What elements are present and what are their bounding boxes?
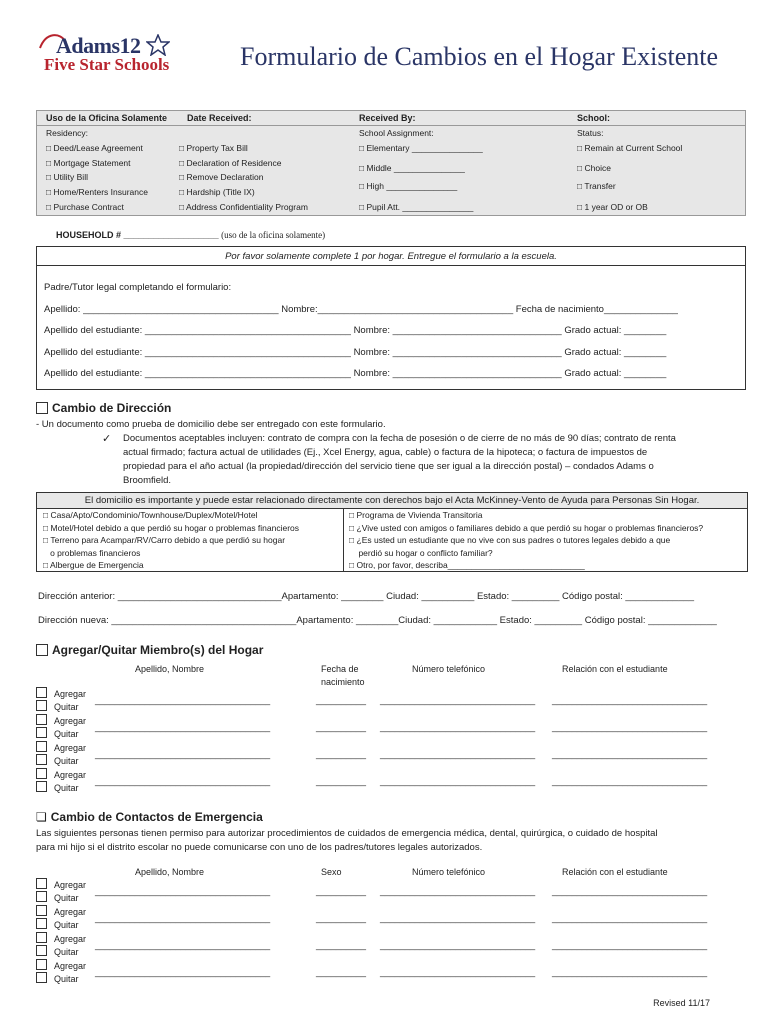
emergency-relation-field[interactable]: _______________________________ [552,913,708,923]
office-checkbox[interactable]: □ Pupil Att. _______________ [359,202,474,212]
remove-label: Quitar [54,893,79,903]
mckinney-vento-heading: El domicilio es importante y puede estar relacionado directamente con derechos bajo el Acta McKinney-Vento de Ayuda para Personas Sin Hogar. [37,493,747,509]
guardian-box [36,246,746,390]
add-label: Agregar [54,880,87,890]
guardian-intro: Padre/Tutor legal completando el formulario: [44,282,232,293]
emergency-name-field[interactable]: ___________________________________ [95,940,271,950]
remove-checkbox[interactable] [36,754,47,765]
address-change-checkbox[interactable] [36,402,48,414]
member-relation-field[interactable]: _______________________________ [552,749,708,759]
member-dob-field[interactable]: __________ [316,695,367,705]
add-label: Agregar [54,743,87,753]
remove-checkbox[interactable] [36,700,47,711]
mk-option[interactable]: □ Terreno para Acampar/RV/Carro debido a que perdió su hogar [43,535,286,545]
member-name-field[interactable]: ___________________________________ [95,776,271,786]
emergency-phone-field[interactable]: _______________________________ [380,967,536,977]
revised-date: Revised 11/17 [653,998,710,1008]
office-checkbox[interactable]: □ Deed/Lease Agreement [46,143,143,153]
remove-label: Quitar [54,729,79,739]
col-name-header: Apellido, Nombre [135,664,205,674]
mk-left-options [43,509,299,572]
student-row[interactable]: Apellido del estudiante: _______________________________________ Nombre: ________________________________ Grado actual: ________ [44,347,667,358]
emergency-phone-field[interactable]: _______________________________ [380,940,536,950]
date-received-label: Date Received: [187,113,252,123]
remove-checkbox[interactable] [36,945,47,956]
member-phone-field[interactable]: _______________________________ [380,749,536,759]
emergency-name-field[interactable]: ___________________________________ [95,913,271,923]
emergency-checkbox-icon[interactable]: ❏ [36,810,47,824]
address-proof-note: - Un documento como prueba de domicilio debe ser entregado con este formulario. [36,419,386,430]
office-checkbox[interactable]: □ High _______________ [359,181,458,191]
member-relation-field[interactable]: _______________________________ [552,695,708,705]
mk-option[interactable]: □ Programa de Vivienda Transitoria [349,510,483,520]
emergency-phone-field[interactable]: _______________________________ [380,886,536,896]
emergency-text-2: para mi hijo si el distrito escolar no puede comunicarse con uno de los padres/tutores legales autorizados. [36,842,483,853]
emergency-relation-field[interactable]: _______________________________ [552,967,708,977]
emergency-title: Cambio de Contactos de Emergencia [50,810,263,824]
office-use-heading: Uso de la Oficina Solamente [46,113,168,123]
emergency-heading [36,810,263,824]
remove-checkbox[interactable] [36,781,47,792]
doc-line: Broomfield. [123,475,172,486]
office-checkbox[interactable]: □ Hardship (Title IX) [179,187,255,197]
office-checkbox[interactable]: □ Elementary _______________ [359,143,483,153]
member-phone-field[interactable]: _______________________________ [380,722,536,732]
office-use-box [36,110,746,216]
em-col-sex-header: Sexo [321,867,342,877]
remove-label: Quitar [54,974,79,984]
logo-text-adams12: Adams12 [56,33,141,58]
emergency-dob-field[interactable]: __________ [316,967,367,977]
member-name-field[interactable]: ___________________________________ [95,695,271,705]
emergency-name-field[interactable]: ___________________________________ [95,886,271,896]
remove-checkbox[interactable] [36,891,47,902]
household-note: (uso de la oficina solamente) [221,230,326,240]
office-checkbox[interactable]: □ Remove Declaration [179,172,264,182]
mk-option: o problemas financieros [43,547,141,558]
office-checkbox[interactable]: □ Middle _______________ [359,163,465,173]
mk-option[interactable]: □ Otro, por favor, describa_____________________________ [349,560,585,570]
add-checkbox[interactable] [36,741,47,752]
office-checkbox[interactable]: □ Utility Bill [46,172,88,182]
member-phone-field[interactable]: _______________________________ [380,776,536,786]
remove-checkbox[interactable] [36,918,47,929]
star-logo-icon [146,34,170,56]
office-checkbox[interactable]: □ Transfer [577,181,616,191]
col-relation-header: Relación con el estudiante [562,664,668,674]
mckinney-vento-box [36,492,748,572]
mk-right-options [349,509,703,572]
doc-line: Documentos aceptables incluyen: contrato de compra con la fecha de posesión o de cierre de no más de 90 días; contrato de renta [123,433,676,444]
add-checkbox[interactable] [36,768,47,779]
member-dob-field[interactable]: __________ [316,776,367,786]
add-label: Agregar [54,770,87,780]
school-label: School: [577,113,610,123]
emergency-phone-field[interactable]: _______________________________ [380,913,536,923]
acceptable-docs [123,432,676,488]
student-row[interactable]: Apellido del estudiante: _______________________________________ Nombre: ________________________________ Grado actual: ________ [44,368,667,379]
em-col-phone-header: Número telefónico [412,867,486,877]
members-heading [36,643,263,657]
member-phone-field[interactable]: _______________________________ [380,695,536,705]
add-checkbox[interactable] [36,878,47,889]
col-dob-header-2: nacimiento [321,677,365,687]
address-change-heading [36,401,171,415]
add-label: Agregar [54,689,87,699]
emergency-dob-field[interactable]: __________ [316,886,367,896]
remove-label: Quitar [54,783,79,793]
remove-label: Quitar [54,947,79,957]
instructions-note: Por favor solamente complete 1 por hogar. Entregue el formulario a la escuela. [225,251,557,262]
remove-label: Quitar [54,756,79,766]
checkmark-icon: ✓ [102,433,112,445]
office-checkbox[interactable]: □ Address Confidentiality Program [179,202,308,212]
mk-option[interactable]: □ Motel/Hotel debido a que perdió su hogar o problemas financieros [43,522,300,533]
add-checkbox[interactable] [36,687,47,698]
office-checkbox[interactable]: □ Choice [577,163,611,173]
remove-label: Quitar [54,920,79,930]
member-relation-field[interactable]: _______________________________ [552,776,708,786]
student-row[interactable]: Apellido del estudiante: _______________________________________ Nombre: ________________________________ Grado actual: ________ [44,325,667,336]
remove-checkbox[interactable] [36,972,47,983]
add-label: Agregar [54,934,87,944]
household-number [56,230,325,240]
members-title: Agregar/Quitar Miembro(s) del Hogar [52,643,264,657]
office-checkbox[interactable]: □ Declaration of Residence [179,158,282,168]
doc-line: actual firmado; factura actual de utilidades (Ej., Xcel Energy, agua, cable) o factura de la hipoteca; o factura de impuestos de [123,447,648,458]
member-dob-field[interactable]: __________ [316,722,367,732]
school-assignment-label: School Assignment: [359,128,434,138]
mk-option[interactable]: □ Albergue de Emergencia [43,560,144,570]
residency-label: Residency: [46,128,89,138]
emergency-text-1: Las siguientes personas tienen permiso para autorizar procedimientos de cuidados de emergencia médica, dental, quirúrgica, o cuidado de hospital [36,828,658,839]
remove-checkbox[interactable] [36,727,47,738]
office-checkbox[interactable]: □ Remain at Current School [577,143,683,153]
add-label: Agregar [54,716,87,726]
address-change-title: Cambio de Dirección [52,401,172,415]
remove-label: Quitar [54,702,79,712]
add-checkbox[interactable] [36,959,47,970]
col-phone-header: Número telefónico [412,664,486,674]
mk-option: perdió su hogar o conflicto familiar? [349,547,493,558]
logo-text-fivestar: Five Star Schools [44,55,170,74]
mk-option[interactable]: □ ¿Es usted un estudiante que no vive con sus padres o tutores legales debido a que [349,535,671,545]
member-name-field[interactable]: ___________________________________ [95,749,271,759]
col-dob-header: Fecha de [321,664,359,674]
add-checkbox[interactable] [36,714,47,725]
emergency-dob-field[interactable]: __________ [316,940,367,950]
em-col-relation-header: Relación con el estudiante [562,867,668,877]
em-col-name-header: Apellido, Nombre [135,867,205,877]
add-label: Agregar [54,961,87,971]
mk-option[interactable]: □ ¿Vive usted con amigos o familiares debido a que perdió su hogar o problemas financieros? [349,522,704,533]
doc-line: propiedad para el año actual (la propiedad/dirección del servicio tiene que ser igual a la dirección postal) – condados Adams o [123,461,654,472]
members-checkbox[interactable] [36,644,48,656]
add-checkbox[interactable] [36,932,47,943]
emergency-relation-field[interactable]: _______________________________ [552,940,708,950]
member-dob-field[interactable]: __________ [316,749,367,759]
guardian-name-row[interactable]: Apellido: _____________________________________ Nombre:_____________________________________ Fecha de nacimiento______________ [44,304,678,315]
add-label: Agregar [54,907,87,917]
emergency-relation-field[interactable]: _______________________________ [552,886,708,896]
office-checkbox[interactable]: □ 1 year OD or OB [577,202,648,212]
add-checkbox[interactable] [36,905,47,916]
office-checkbox[interactable]: □ Purchase Contract [46,202,124,212]
status-label: Status: [577,128,604,138]
office-checkbox[interactable]: □ Home/Renters Insurance [46,187,148,197]
household-label[interactable]: HOUSEHOLD # ___________________ [56,230,219,240]
page-title: Formulario de Cambios en el Hogar Existente [240,42,719,71]
received-by-label: Received By: [359,113,416,123]
new-address-row[interactable]: Dirección nueva: ___________________________________Apartamento: ________Ciudad: ____________ Estado: _________ Código postal: _____________ [38,615,717,626]
emergency-name-field[interactable]: ___________________________________ [95,967,271,977]
office-checkbox[interactable]: □ Property Tax Bill [179,143,248,153]
emergency-dob-field[interactable]: __________ [316,913,367,923]
member-name-field[interactable]: ___________________________________ [95,722,271,732]
member-relation-field[interactable]: _______________________________ [552,722,708,732]
office-checkbox[interactable]: □ Mortgage Statement [46,158,131,168]
previous-address-row[interactable]: Dirección anterior: _______________________________Apartamento: ________ Ciudad: __________ Estado: _________ Código postal: _____________ [38,591,695,602]
mk-option[interactable]: □ Casa/Apto/Condominio/Townhouse/Duplex/Motel/Hotel [43,510,258,520]
